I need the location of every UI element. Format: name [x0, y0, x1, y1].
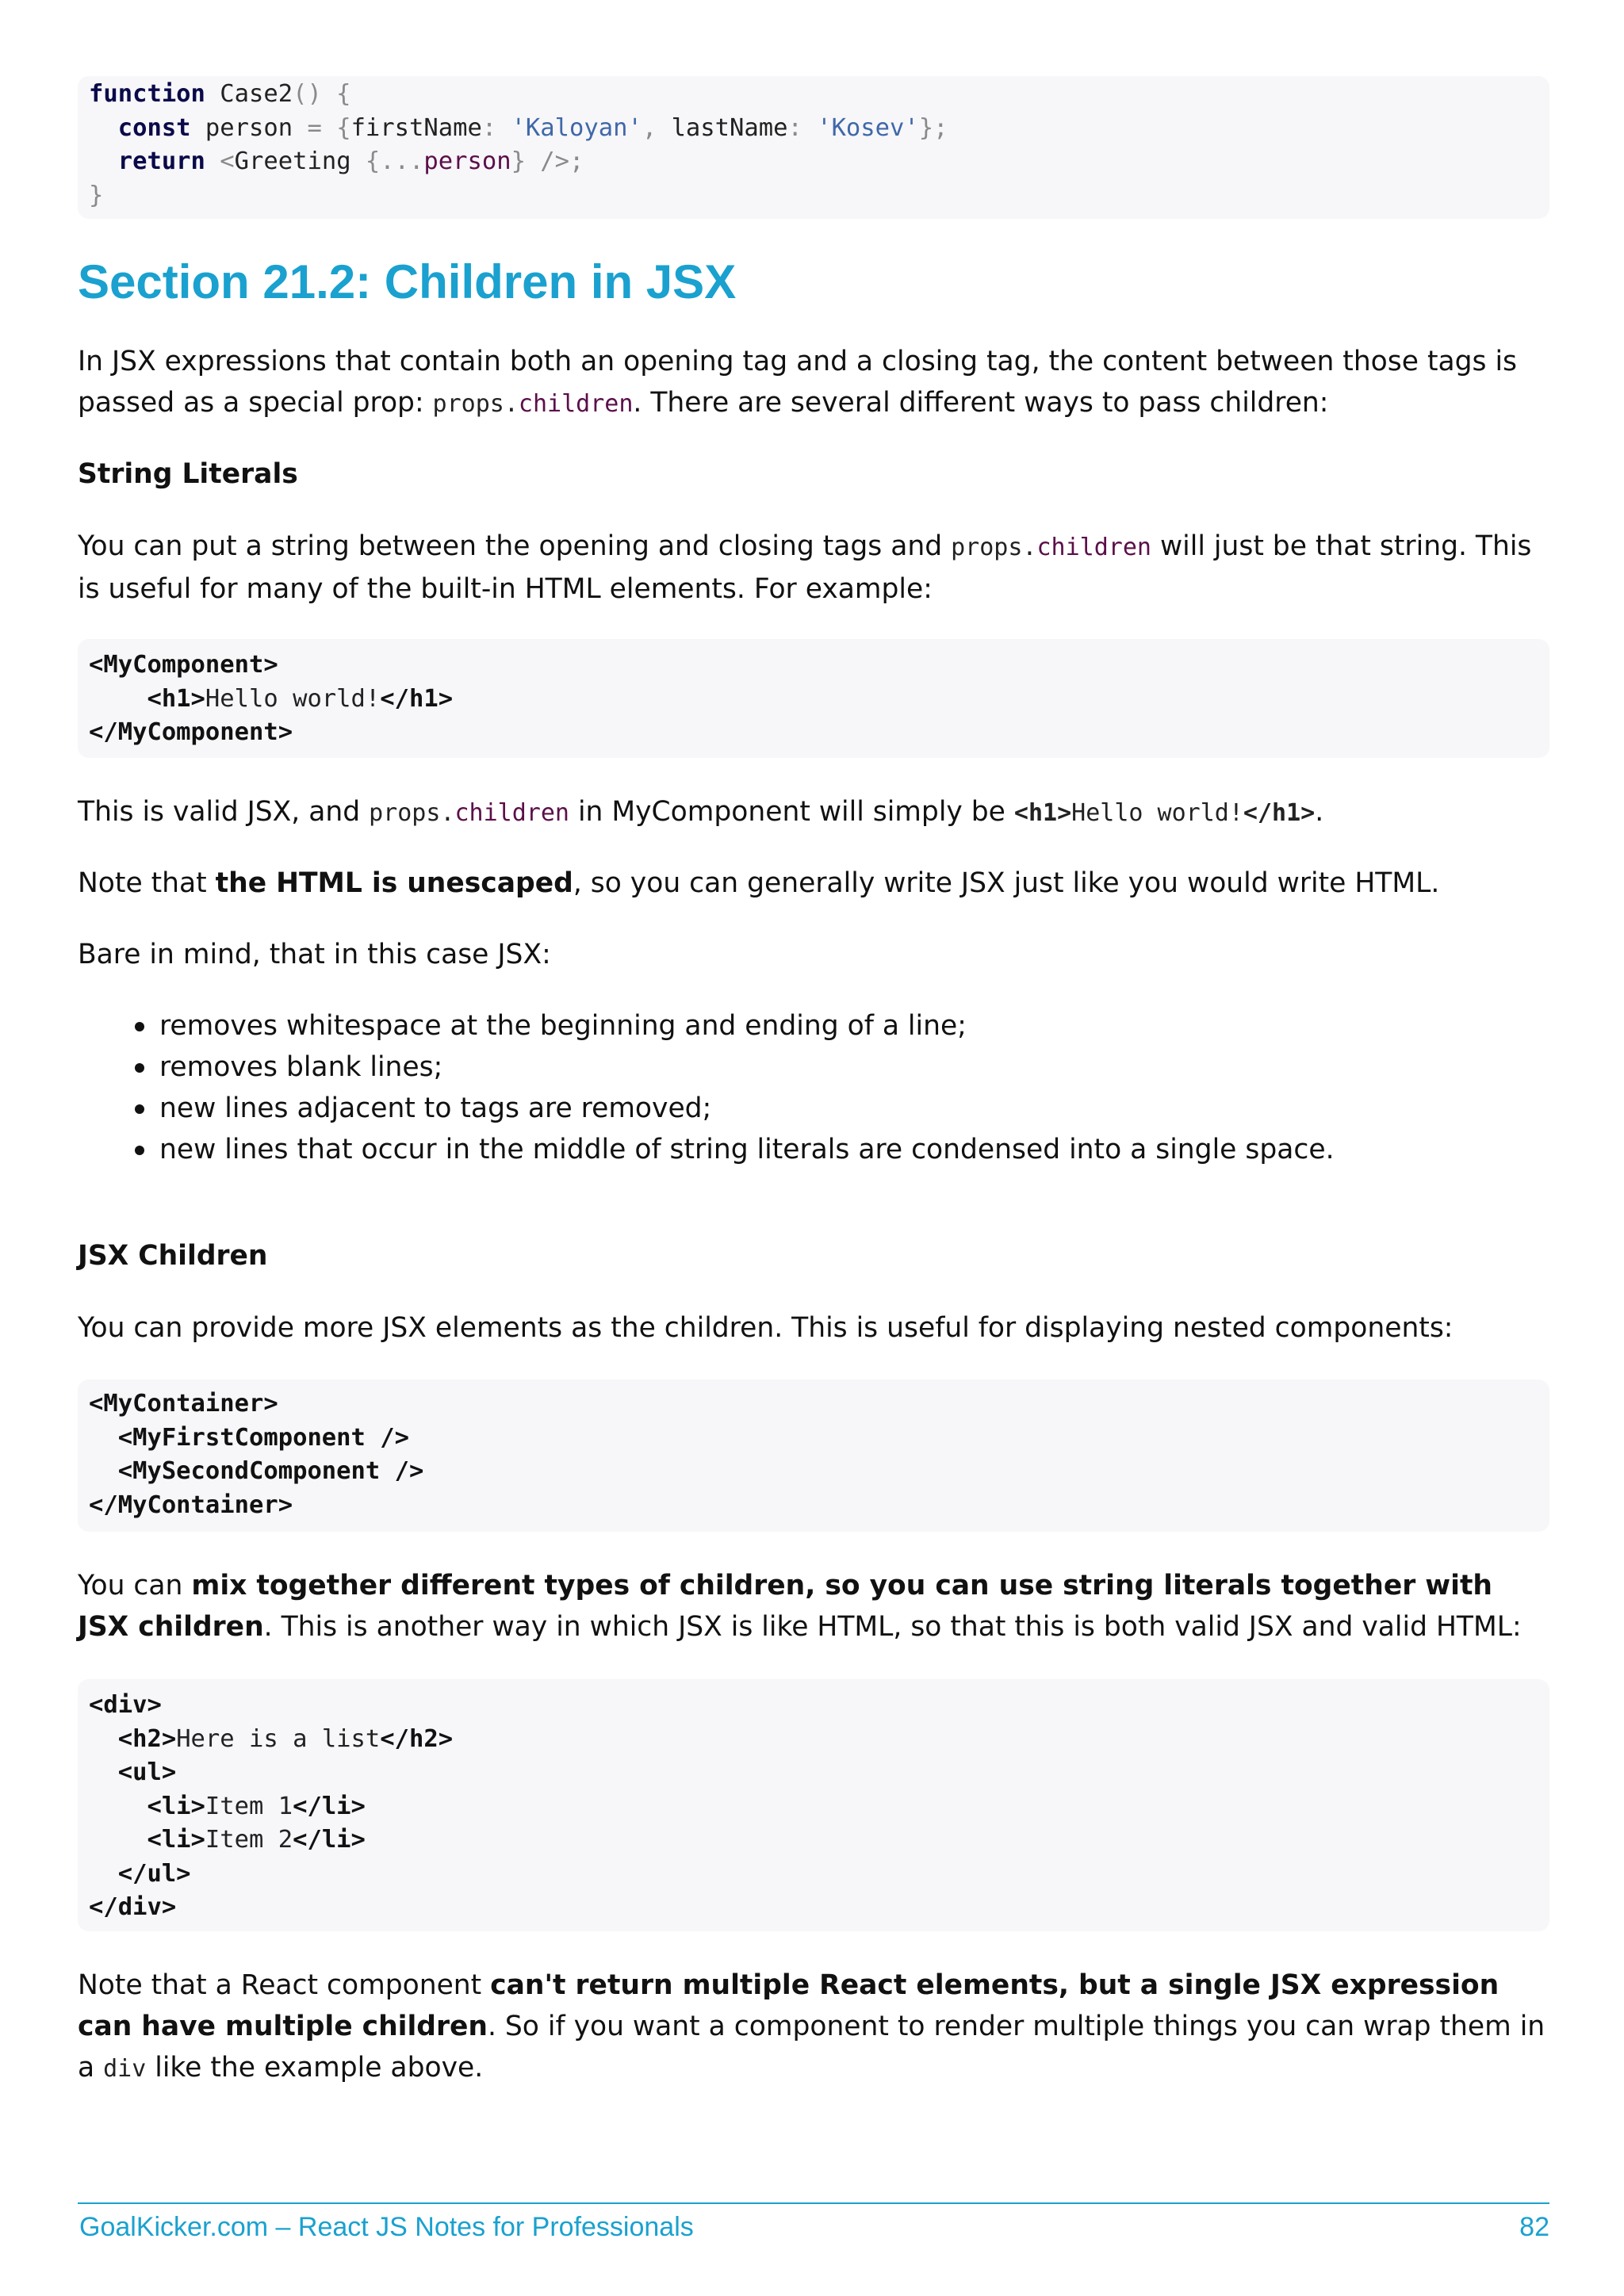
list-item: new lines that occur in the middle of string literals are condensed into a single space.: [78, 1129, 1335, 1170]
intro-paragraph: In JSX expressions that contain both an opening tag and a closing tag, the content between those tags is passed as a special prop: props.children. There are several different ways to pass children:: [78, 346, 1518, 419]
bullet-icon: [135, 1146, 144, 1155]
code-line: </MyComponent>: [89, 718, 293, 746]
footer-divider: [78, 2202, 1549, 2204]
code-line: <MySecondComponent />: [117, 1457, 424, 1485]
code-line: </MyContainer>: [89, 1490, 293, 1519]
code-line: const person = {firstName: 'Kaloyan', lastName: 'Kosev'};: [117, 113, 948, 142]
bullet-icon: [135, 1022, 144, 1031]
final-paragraph: Note that a React component can't return multiple React elements, but a single JSX expression can have multiple children. So if you want a component to render multiple things you can wrap them in a div like the example above.: [78, 1969, 1545, 2084]
code-line: <li>Item 2</li>: [147, 1826, 366, 1854]
bare-in-mind-paragraph: Bare in mind, that in this case JSX:: [78, 939, 551, 970]
code-block-mycontainer: [78, 1380, 1549, 1532]
note-unescaped-paragraph: Note that the HTML is unescaped, so you can generally write JSX just like you would write HTML.: [78, 867, 1440, 899]
subheading-string-literals: String Literals: [78, 458, 298, 490]
inline-code: props.children: [369, 799, 569, 827]
bullet-icon: [135, 1063, 144, 1073]
jsx-children-paragraph: You can provide more JSX elements as the children. This is useful for displaying nested components:: [78, 1312, 1454, 1344]
code-line: }: [89, 181, 104, 209]
code-line: <ul>: [117, 1758, 177, 1786]
section-title: Section 21.2: Children in JSX: [78, 255, 737, 308]
bullet-icon: [135, 1104, 144, 1114]
code-block-mycomponent: [78, 639, 1549, 758]
footer-source[interactable]: GoalKicker.com – React JS Notes for Professionals: [79, 2212, 694, 2242]
inline-code: props.children: [951, 534, 1151, 561]
code-line: <MyComponent>: [89, 651, 278, 679]
code-line: <MyFirstComponent />: [117, 1423, 409, 1452]
list-item: removes whitespace at the beginning and ending of a line;: [78, 1005, 1335, 1047]
inline-code: <h1>Hello world!</h1>: [1013, 799, 1316, 827]
inline-code: div: [103, 2055, 147, 2083]
code-line: <MyContainer>: [89, 1390, 278, 1418]
code-line: <li>Item 1</li>: [147, 1792, 366, 1820]
inline-code: props.children: [432, 390, 634, 418]
code-line: </div>: [89, 1893, 177, 1921]
subheading-jsx-children: JSX Children: [78, 1240, 268, 1272]
list-item: new lines adjacent to tags are removed;: [78, 1088, 1335, 1129]
code-line: <div>: [89, 1691, 162, 1719]
code-line: function Case2() {: [89, 80, 351, 108]
whitespace-rules-list: [78, 1005, 1335, 1170]
valid-jsx-paragraph: This is valid JSX, and props.children in MyComponent will simply be <h1>Hello world!</h1>.: [78, 796, 1324, 828]
code-line: return <Greeting {...person} />;: [117, 147, 584, 175]
code-block-case2: [78, 76, 1549, 219]
list-item: removes blank lines;: [78, 1047, 1335, 1088]
code-line: <h1>Hello world!</h1>: [147, 684, 454, 713]
code-line: <h2>Here is a list</h2>: [117, 1724, 454, 1753]
page-number: 82: [1519, 2212, 1549, 2242]
code-line: </ul>: [117, 1859, 191, 1888]
string-literals-paragraph: You can put a string between the opening and closing tags and props.children will just be that string. This is useful for many of the built-in HTML elements. For example:: [78, 530, 1532, 605]
code-block-div-list: [78, 1679, 1549, 1931]
mix-children-paragraph: You can mix together different types of children, so you can use string literals together with JSX children. This is another way in which JSX is like HTML, so that this is both valid JSX and valid HTML:: [78, 1570, 1522, 1643]
